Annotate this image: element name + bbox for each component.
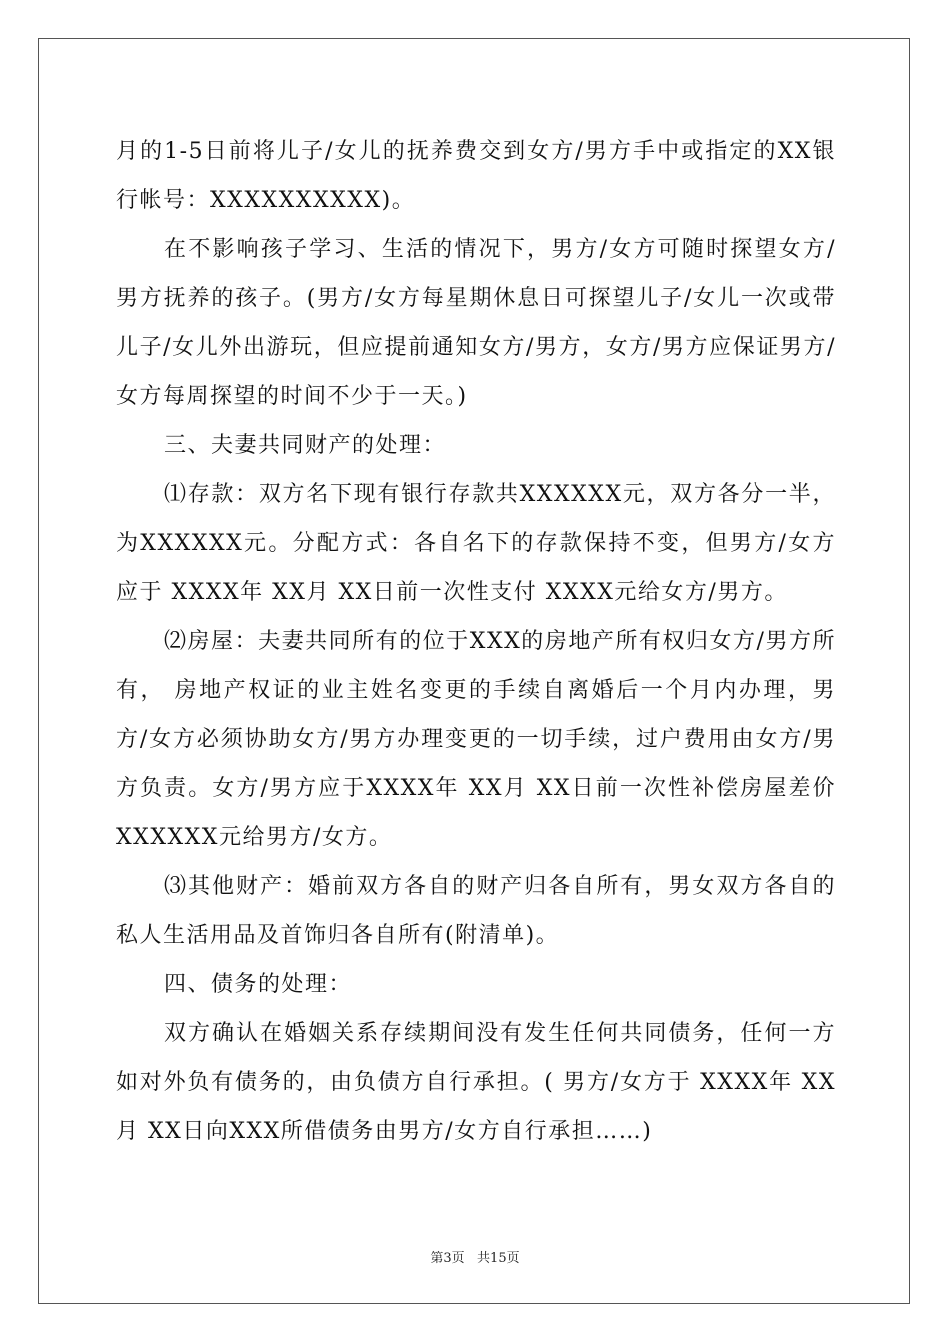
page-number-label: 第3页 共15页 bbox=[430, 1251, 520, 1266]
paragraph-debts: 双方确认在婚姻关系存续期间没有发生任何共同债务，任何一方如对外负有债务的，由负债方自行承担。( 男方/女方于 XXXX年 XX月 XX日向XXX所借债务由男方/女方自行承担……) bbox=[116, 1021, 836, 1144]
paragraph-other-property: ⑶其他财产：婚前双方各自的财产归各自所有，男女双方各自的私人生活用品及首饰归各自所有(附清单)。 bbox=[116, 874, 836, 948]
paragraph-housing: ⑵房屋：夫妻共同所有的位于XXX的房地产所有权归女方/男方所有， 房地产权证的业主姓名变更的手续自离婚后一个月内办理，男方/女方必须协助女方/男方办理变更的一切手续，过户费用由女方/男方负责。女方/男方应于XXXX年 XX月 XX日前一次性补偿房屋差价 XXXXXX元给男方/女方。 bbox=[116, 629, 836, 850]
document-body bbox=[116, 127, 836, 1156]
paragraph-2: 在不影响孩子学习、生活的情况下，男方/女方可随时探望女方/男方抚养的孩子。(男方/女方每星期休息日可探望儿子/女儿一次或带儿子/女儿外出游玩，但应提前通知女方/男方，女方/男方应保证男方/女方每周探望的时间不少于一天。) bbox=[116, 237, 836, 409]
page-footer bbox=[0, 1247, 950, 1266]
paragraph-1: 月的1-5日前将儿子/女儿的抚养费交到女方/男方手中或指定的XX银行帐号：XXXXXXXXXX)。 bbox=[116, 139, 836, 213]
section-heading-3: 三、夫妻共同财产的处理： bbox=[164, 433, 447, 458]
section-heading-4: 四、债务的处理： bbox=[164, 972, 353, 997]
paragraph-deposits: ⑴存款：双方名下现有银行存款共XXXXXX元，双方各分一半，为XXXXXX元。分配方式：各自名下的存款保持不变，但男方/女方应于 XXXX年 XX月 XX日前一次性支付 XXXX元给女方/男方。 bbox=[116, 482, 836, 605]
